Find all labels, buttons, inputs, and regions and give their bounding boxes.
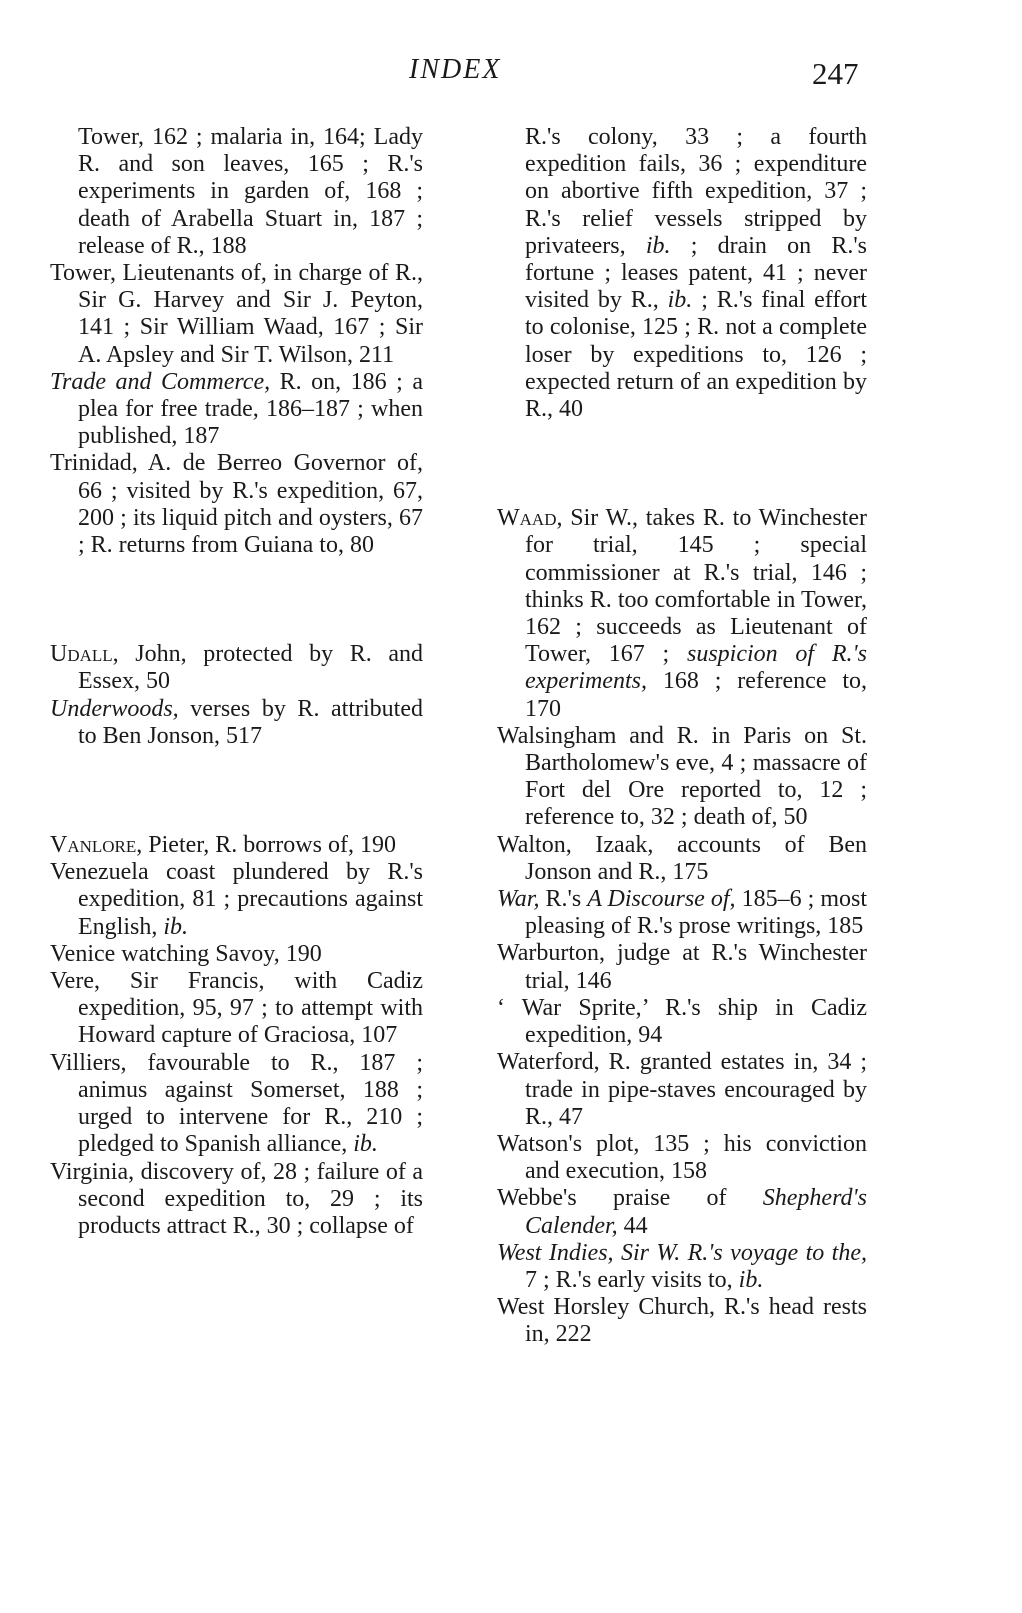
index-entry-war: [497, 886, 867, 940]
entry-text: Villiers, favourable to R., 187 ; animus against Somerset, 188 ; urged to intervene for R., 210 ; pledged to Spanish alliance,: [50, 1049, 423, 1158]
entry-ibid: ib.: [738, 1266, 764, 1293]
index-entry-war-sprite: ‘ War Sprite,’ R.'s ship in Cadiz expedition, 94: [497, 994, 867, 1049]
entry-text: 168 ; reference to, 170: [525, 668, 867, 722]
entry-text: 7 ; R.'s early visits to,: [525, 1266, 739, 1293]
section-gap: [497, 423, 867, 505]
index-entry-villiers: [50, 1050, 423, 1159]
index-entry-webbe: [497, 1185, 867, 1239]
index-entry-west-horsley: West Horsley Church, R.'s head rests in, 222: [497, 1294, 867, 1348]
entry-italic-title: Shepherd's Calender,: [525, 1185, 867, 1239]
section-gap: [50, 559, 423, 641]
entry-text: 44: [617, 1212, 648, 1239]
index-entry-venice: Venice watching Savoy, 190: [50, 940, 322, 967]
index-entry-trade-and-commerce: [50, 369, 423, 451]
entry-italic-title: War,: [497, 886, 540, 913]
index-entry-waad: [497, 505, 867, 723]
entry-italic-title: Trade and Commerce,: [50, 368, 271, 395]
entry-headword: Waad,: [497, 505, 563, 532]
entry-text: 185–6 ; most pleasing of R.'s prose writings, 185: [525, 886, 868, 940]
index-entry-virginia: Virginia, discovery of, 28 ; failure of a second expedition to, 29 ; its products attract R., 30 ; collapse of: [50, 1158, 423, 1239]
index-entry-walton: Walton, Izaak, accounts of Ben Jonson and R., 175: [497, 831, 867, 885]
index-entry-virginia-continued: [497, 124, 867, 423]
entry-text: John, protected by R. and Essex, 50: [78, 641, 423, 695]
entry-italic-title: A Discourse of,: [587, 886, 736, 913]
index-entry-venezuela: [50, 859, 423, 941]
index-entry-waterford: Waterford, R. granted estates in, 34 ; trade in pipe-staves encouraged by R., 47: [497, 1049, 867, 1130]
index-entry-tower-continued: Tower, 162 ; malaria in, 164; Lady R. and son leaves, 165 ; R.'s experiments in garden of, 168 ; death of Arabella Stuart in, 187 ; release of R., 188: [78, 124, 423, 259]
entry-text: Pieter, R. borrows of, 190: [142, 832, 396, 859]
entry-ibid: ib.: [645, 232, 671, 259]
entry-text: R.'s colony, 33 ; a fourth expedition fails, 36 ; expenditure on abortive fifth expedition, 37 ; R.'s relief vessels stripped by privateers,: [525, 124, 867, 259]
entry-italic-text: suspicion of R.'s experiments,: [525, 641, 867, 695]
entry-text: verses by R. attributed to Ben Jonson, 517: [78, 695, 423, 749]
entry-text: R.'s: [539, 886, 588, 913]
index-entry-warburton: Warburton, judge at R.'s Winchester trial, 146: [497, 940, 867, 994]
index-entry-underwoods: [50, 696, 423, 750]
index-entry-trinidad: Trinidad, A. de Berreo Governor of, 66 ; visited by R.'s expedition, 67, 200 ; its liquid pitch and oysters, 67 ; R. returns from Guiana to, 80: [50, 450, 423, 559]
entry-text: ; drain on R.'s fortune ; leases patent, 41 ; never visited by R.,: [525, 232, 867, 314]
running-header-title: INDEX: [409, 54, 502, 85]
entry-ibid: ib.: [667, 287, 693, 314]
entry-headword: Vanlore,: [50, 832, 143, 859]
index-entry-tower-lieutenants: Tower, Lieutenants of, in charge of R., Sir G. Harvey and Sir J. Peyton, 141 ; Sir William Waad, 167 ; Sir A. Apsley and Sir T. Wilson, 211: [50, 260, 423, 368]
page-number: 247: [812, 56, 859, 91]
entry-text: ; R.'s final effort to colonise, 125 ; R. not a complete loser by expeditions to, 126 ; expected return of an expedition by R., 40: [525, 287, 867, 423]
index-entry-west-indies: [497, 1240, 867, 1294]
entry-ibid: ib.: [163, 913, 189, 940]
entry-ibid: ib.: [353, 1131, 378, 1158]
entry-text: Webbe's praise of: [497, 1185, 763, 1212]
index-entry-vere: Vere, Sir Francis, with Cadiz expedition, 95, 97 ; to attempt with Howard capture of Graciosa, 107: [50, 968, 423, 1049]
entry-text: Venezuela coast plundered by R.'s expedition, 81 ; precautions against English,: [50, 859, 423, 940]
right-column: [497, 124, 867, 1349]
entry-text: Sir W., takes R. to Winchester for trial, 145 ; special commissioner at R.'s trial, 146 ; thinks R. too comfortable in Tower, 162 ; succeeds as Lieutenant of Tower, 167 ;: [525, 505, 867, 668]
index-entry-udall: [50, 641, 423, 695]
entry-headword: Udall,: [50, 641, 119, 668]
entry-text: R. on, 186 ; a plea for free trade, 186–187 ; when published, 187: [78, 368, 424, 450]
index-entry-walsingham: Walsingham and R. in Paris on St. Bartholomew's eve, 4 ; massacre of Fort del Ore reported to, 12 ; reference to, 32 ; death of, 50: [497, 722, 867, 831]
entry-italic-title: Underwoods,: [50, 695, 179, 722]
index-entry-vanlore: [50, 832, 423, 859]
section-gap: [50, 750, 423, 832]
entry-italic-title: West Indies, Sir W. R.'s voyage to the,: [497, 1239, 867, 1266]
index-entry-watson: Watson's plot, 135 ; his conviction and execution, 158: [497, 1130, 867, 1185]
left-column: [50, 124, 423, 1240]
